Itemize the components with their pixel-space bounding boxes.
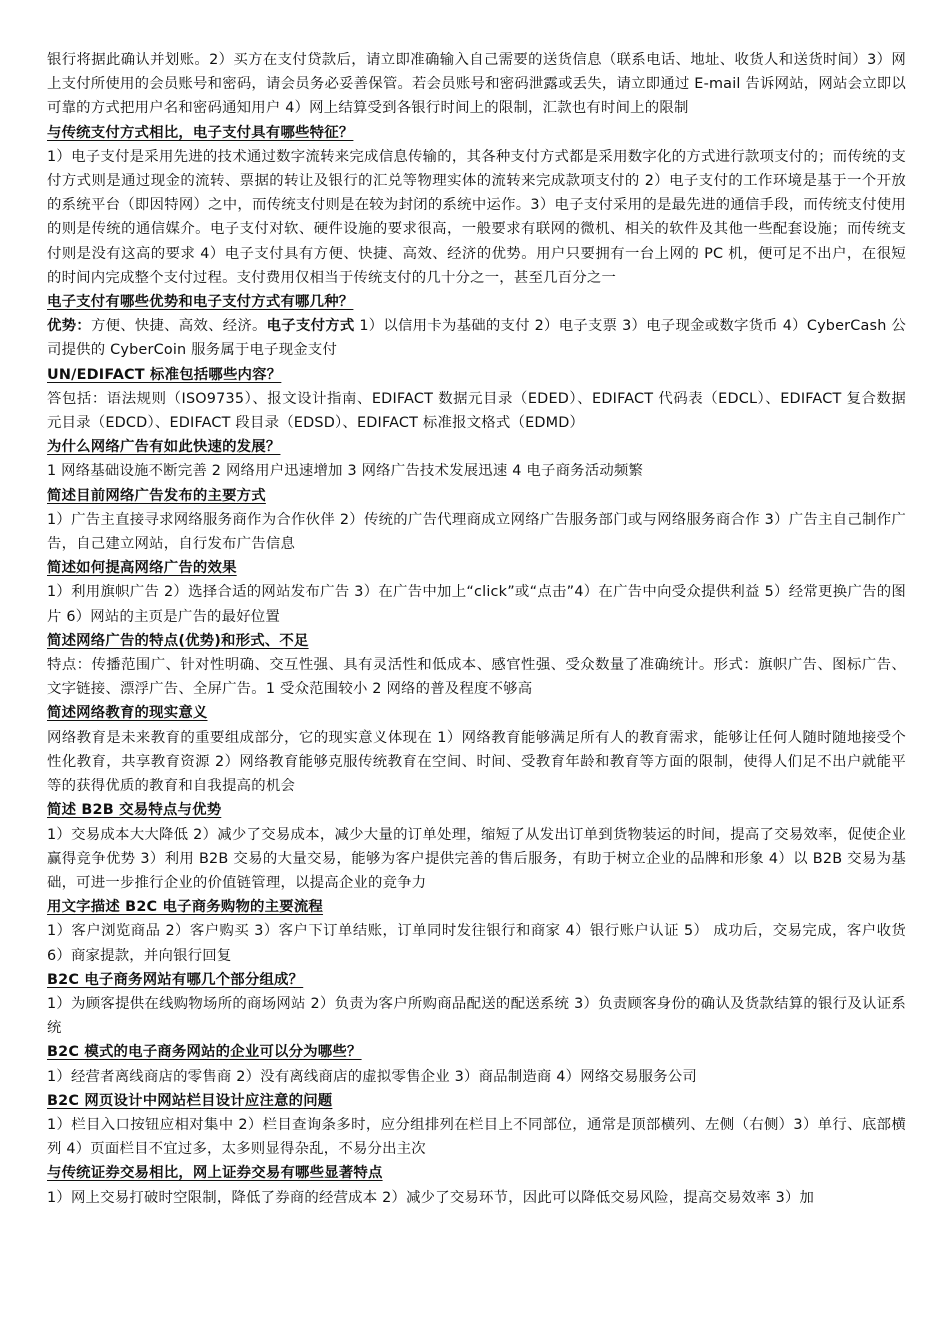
answer-paragraph: 答包括：语法规则（ISO9735）、报文设计指南、EDIFACT 数据元目录（EDED）、EDIFACT 代码表（EDCL）、EDIFACT 复合数据元目录（EDCD）、EDIFACT 段目录（EDSD）、EDIFACT 标准报文格式（EDMD） (47, 390, 906, 432)
answer-paragraph: 1）交易成本大大降低 2）减少了交易成本，减少大量的订单处理，缩短了从发出订单到货物装运的时间，提高了交易效率，促使企业赢得竞争优势 3）利用 B2B 交易的大量交易，能够为客户提供完善的售后服务，有助于树立企业的品牌和形象 4）以 B2B 交易为基础，可进一步推行企业的价值链管理，以提高企业的竞争力 (47, 826, 906, 891)
question-heading: UN/EDIFACT 标准包括哪些内容？ (47, 366, 282, 383)
question-heading: B2C 电子商务网站有哪几个部分组成？ (47, 971, 304, 988)
answer-paragraph: 1）网上交易打破时空限制，降低了券商的经营成本 2）减少了交易环节，因此可以降低交易风险，提高交易效率 3）加 (47, 1189, 815, 1206)
answer-paragraph: 1）客户浏览商品 2）客户购买 3）客户下订单结账，订单同时发往银行和商家 4）银行账户认证 5） 成功后，交易完成，客户收货 6）商家提款，并向银行回复 (47, 923, 906, 964)
question-heading: 简述网络广告的特点(优势)和形式、不足 (47, 632, 309, 649)
answer-paragraph: 1）经营者离线商店的零售商 2）没有离线商店的虚拟零售企业 3）商品制造商 4）网络交易服务公司 (47, 1068, 697, 1085)
answer-paragraph: 特点：传播范围广、针对性明确、交互性强、具有灵活性和低成本、感官性强、受众数量了准确统计。形式：旗帜广告、图标广告、文字链接、漂浮广告、全屏广告。1 受众范围较小 2 网络的普及程度不够高 (47, 657, 906, 698)
answer-text: 1）以信用卡为基础的支付 2）电子支票 3）电子现金或数字货币 4）CyberCash 公司提供的 CyberCoin 服务属于电子现金支付 (47, 318, 906, 359)
answer-paragraph: 1）电子支付是采用先进的技术通过数字流转来完成信息传输的，其各种支付方式都是采用数字化的方式进行款项支付的；而传统的支付方式则是通过现金的流转、票据的转让及银行的汇兑等物理实体的流转来完成款项支付的 2）电子支付的工作环境是基于一个开放的系统平台（即因特网）之中，而传统支付则是在较为封闭的系统中运作。3）电子支付采用的是最先进的通信手段，而传统支付使用的则是传统的通信媒介。电子支付对软、硬件设施的要求很高，一般要求有联网的微机、相关的软件及其他一些配套设施；而传统支付则是没有这高的要求 4）电子支付具有方便、快捷、高效、经济的优势。用户只要拥有一台上网的 PC 机，便可足不出户，在很短的时间内完成整个支付过程。支付费用仅相当于传统支付的几十分之一，甚至几百分之一 (47, 148, 906, 286)
question-heading: 电子支付有哪些优势和电子支付方式有哪几种？ (47, 294, 354, 311)
question-heading: 简述网络教育的现实意义 (47, 705, 208, 722)
question-heading: 与传统证券交易相比，网上证券交易有哪些显著特点 (47, 1165, 383, 1182)
answer-paragraph: 1）为顾客提供在线购物场所的商场网站 2）负责为客户所购商品配送的配送系统 3）负责顾客身份的确认及货款结算的银行及认证系统 (47, 995, 906, 1037)
answer-text: 方便、快捷、高效、经济。 (90, 318, 267, 335)
question-heading: 为什么网络广告有如此快速的发展？ (47, 439, 281, 456)
question-heading: B2C 网页设计中网站栏目设计应注意的问题 (47, 1092, 333, 1109)
question-heading: 简述目前网络广告发布的主要方式 (47, 487, 266, 504)
question-heading: 简述 B2B 交易特点与优势 (47, 802, 222, 819)
intro-paragraph: 银行将据此确认并划账。2）买方在支付贷款后，请立即准确输入自己需要的送货信息（联系电话、地址、收货人和送货时间）3）网上支付所使用的会员账号和密码，请会员务必妥善保管。若会员账号和密码泄露或丢失，请立即通过 E-mail 告诉网站，网站会立即以可靠的方式把用户名和密码通知用户 4）网上结算受到各银行时间上的限制，汇款也有时间上的限制 (47, 52, 906, 117)
bold-label: 电子支付方式 (266, 318, 355, 335)
answer-paragraph: 1）广告主直接寻求网络服务商作为合作伙伴 2）传统的广告代理商成立网络广告服务部门或与网络服务商合作 3）广告主自己制作广告，自己建立网站，自行发布广告信息 (47, 511, 906, 553)
question-heading: 简述如何提高网络广告的效果 (47, 560, 237, 577)
bold-label: 优势： (47, 318, 91, 335)
answer-paragraph: 1）利用旗帜广告 2）选择合适的网站发布广告 3）在广告中加上“click”或“点击”4）在广告中向受众提供利益 5）经常更换广告的图片 6）网站的主页是广告的最好位置 (47, 584, 906, 625)
question-heading: 用文字描述 B2C 电子商务购物的主要流程 (47, 899, 324, 916)
answer-paragraph (47, 314, 906, 362)
question-heading: B2C 模式的电子商务网站的企业可以分为哪些？ (47, 1044, 362, 1061)
answer-paragraph: 1 网络基础设施不断完善 2 网络用户迅速增加 3 网络广告技术发展迅速 4 电子商务活动频繁 (47, 463, 644, 480)
question-heading: 与传统支付方式相比，电子支付具有哪些特征？ (47, 124, 354, 141)
answer-paragraph: 网络教育是未来教育的重要组成部分，它的现实意义体现在 1）网络教育能够满足所有人的教育需求，能够让任何人随时随地接受个性化教育，共享教育资源 2）网络教育能够克服传统教育在空间、时间、受教育年龄和教育等方面的限制，使得人们足不出户就能平等的获得优质的教育和自我提高的机会 (47, 729, 906, 795)
answer-paragraph: 1）栏目入口按钮应相对集中 2）栏目查询条多时，应分组排列在栏目上不同部位，通常是顶部横列、左侧（右侧）3）单行、底部横列 4）页面栏目不宜过多，太多则显得杂乱，不易分出主次 (47, 1116, 906, 1158)
